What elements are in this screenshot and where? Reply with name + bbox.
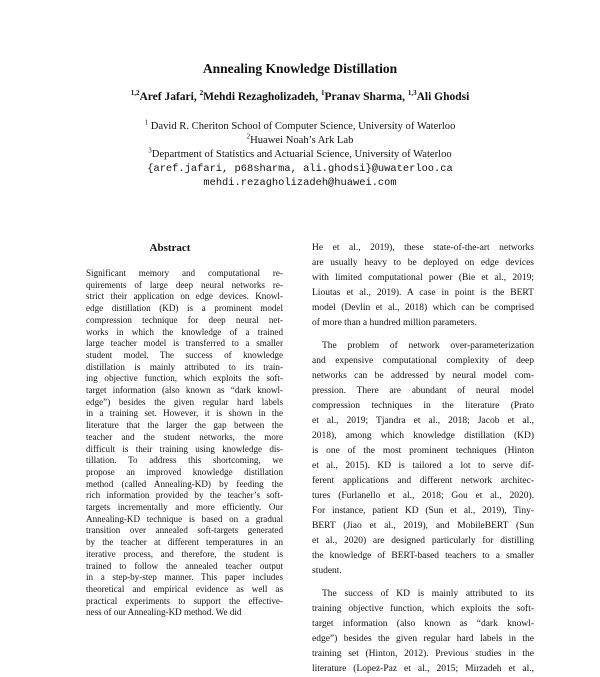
author-name: Pranav Sharma [324,91,403,103]
abstract-line: rich information provided by the teacher’s soft- [86,490,283,501]
paragraph-line: training set (Hinton, 2012). Previous studies in the [312,649,534,659]
abstract-line: quirements of large deep neural networks re- [86,279,283,290]
paragraph-line: edge”) besides the given regular hard labels in the [312,634,534,644]
author-sup: 1 [320,89,325,98]
introduction-body [312,241,534,677]
email-line: {aref.jafari, p68sharma, ali.ghodsi}@uwaterloo.ca [147,163,453,175]
paragraph-line: networks can be addressed by neural model com- [312,371,534,381]
author-sup: 1,3 [407,89,417,98]
paragraph-line: et al., 2019; Tjandra et al., 2018; Jacob et al., [312,416,534,426]
affiliation [0,146,600,160]
abstract-line: iterative process, and therefore, the student is [86,548,283,559]
paragraph-line: et al., 2015). KD is tailored a lot to serve dif- [312,461,534,471]
paragraph-line: literature (Lopez-Paz et al., 2015; Mirzadeh et al., [312,664,534,674]
affiliation [0,132,600,146]
abstract-line: target information (also known as “dark knowl- [86,385,283,396]
abstract-line: practical experiments to support the effective- [86,595,283,606]
paragraph-line: 2018), among which knowledge distillation (KD) [312,431,534,441]
paragraph-line: For instance, patient KD (Sun et al., 2019), Tiny- [312,506,534,516]
abstract-body [86,268,283,619]
abstract-line: Annealing-KD technique is based on a gradual [86,513,283,524]
abstract-line: theoretical and empirical evidence as well as [86,583,283,594]
paragraph-line: BERT (Jiao et al., 2019), and MobileBERT (Sun [312,521,534,531]
affiliation-text: Department of Statistics and Actuarial Science, University of Waterloo [151,149,452,160]
author-name: Mehdi Rezagholizadeh [203,91,316,103]
abstract-line: trained to follow the annealed teacher output [86,560,283,571]
abstract-line: ing objective function, which exploits the soft- [86,373,283,384]
author-name: Ali Ghodsi [416,91,470,103]
abstract-line: works in which the knowledge of a trained [86,326,283,337]
abstract-line: method (called Annealing-KD) by feeding the [86,478,283,489]
paragraph-line: target information (also known as “dark knowl- [312,619,534,629]
affiliation-sup: 3 [148,146,152,155]
affiliation-text: Huawei Noah’s Ark Lab [250,135,354,146]
paragraph-line: the knowledge of BERT-based teachers to a smaller [312,551,534,561]
paragraph-line: is one of the most prominent techniques (Hinton [312,446,534,456]
paragraph-line: He et al., 2019), these state-of-the-art networks [312,243,534,253]
abstract-line: ness of our Annealing-KD method. We did [86,607,242,618]
affiliation-sup: 1 [144,118,149,127]
paragraph-line: ferent applications and different network architec- [312,476,534,486]
paragraph-line: The problem of network over-parameterization [322,341,534,351]
paragraph-line: et al., 2020) are designed particularly for distilling [312,536,534,546]
paragraph-line: compression techniques in the literature (Prato [312,401,534,411]
abstract-line: edge distillation (KD) is a prominent model [86,303,283,314]
abstract-line: edge”) besides the given regular hard labels [86,396,283,407]
author-sup: 2 [199,89,204,98]
paragraph-line: pression. There are abundant of neural model [312,386,534,396]
abstract-line: strict their application on edge devices. Knowl- [86,291,283,302]
abstract-line: distillation is mainly attributed to its train- [86,361,283,372]
abstract-line: compression technique for deep neural net- [86,314,283,325]
affiliation [0,118,600,132]
email-line: mehdi.rezagholizadeh@huawei.com [203,177,397,189]
paragraph-line: of more than a hundred million parameters. [312,318,477,328]
author-name: Aref Jafari [139,91,194,103]
abstract-line: propose an improved knowledge distillation [86,466,283,477]
paragraph-line: with limited computational power (Bie et al., 2019; [312,273,534,283]
abstract-line: transition over annealed soft-targets generated [86,525,283,536]
affiliation-sup: 2 [246,132,251,141]
paragraph-gap [312,331,534,339]
paragraph-line: student. [312,566,342,576]
abstract-line: large teacher model is transferred to a smaller [86,338,283,349]
paragraph-gap [312,579,534,587]
abstract-line: targets incrementally and more efficiently. Our [86,502,283,513]
paragraph-line: The success of KD is mainly attributed to its [322,589,534,599]
author-list: $^{1,2}$Aref Jafari, $^2$Mehdi Rezagholizadeh, $^1$Pranav Sharma, $^{1,3}$Ali Ghodsi [130,89,470,103]
affiliation-text: David R. Cheriton School of Computer Science, University of Waterloo [148,121,456,132]
abstract-line: literature that the larger the gap between the [86,420,283,431]
abstract-heading: Abstract [149,242,191,254]
abstract-line: in a training set. However, it is shown in the [86,408,283,419]
abstract-line: student model. The success of knowledge [86,349,283,360]
abstract-line: difficult is their training using knowledge dis- [86,443,283,454]
abstract-line: in a step-by-step manner. This paper includes [86,572,283,583]
paragraph-line: model (Devlin et al., 2018) which can be comprised [312,303,534,313]
paragraph-line: are usually heavy to be deployed on edge devices [312,258,534,268]
paragraph-line: and expensive computational complexity of deep [312,356,534,366]
abstract-line: teacher and the student networks, the more [86,431,283,442]
paragraph-line: training objective function, which exploits the soft- [312,604,534,614]
abstract-line: by the teacher at different temperatures in an [86,537,283,548]
paragraph-line: Lioutas et al., 2019). A case in point is the BERT [312,288,534,298]
abstract-line: Significant memory and computational re- [86,268,283,278]
author-sup: 1,2 [130,89,140,98]
abstract-line: tillation. To address this shortcoming, we [86,455,283,466]
paper-title: Annealing Knowledge Distillation [202,61,398,76]
paragraph-line: tures (Furlanello et al., 2018; Gou et al., 2020). [312,491,534,501]
